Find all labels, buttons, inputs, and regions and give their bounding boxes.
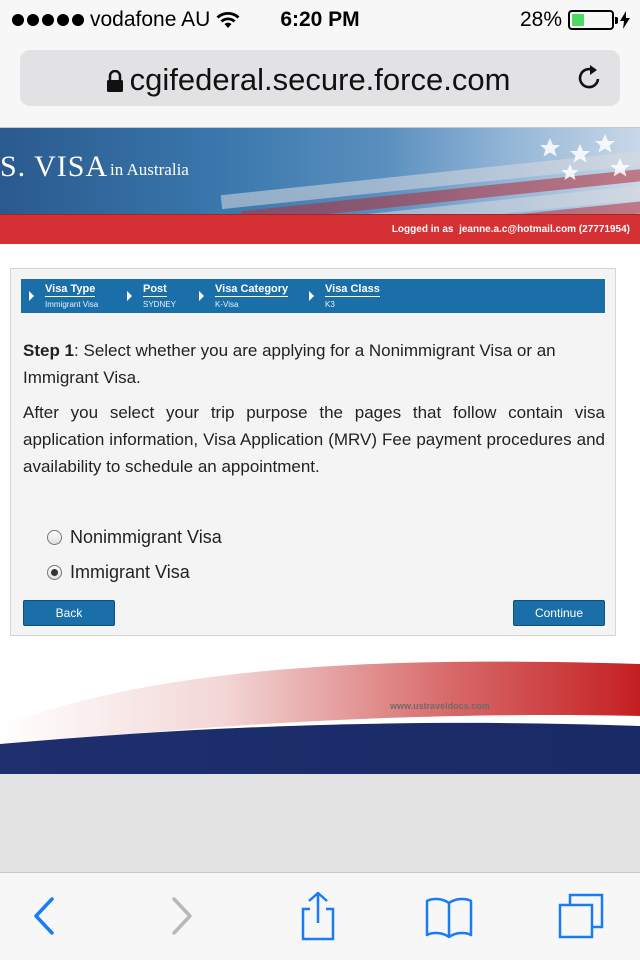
tabs-icon[interactable]: [556, 891, 606, 941]
step-value: Immigrant Visa: [45, 300, 99, 309]
step-label: Visa Type: [45, 283, 96, 295]
status-bar: [0, 0, 640, 40]
option-immigrant-visa[interactable]: [47, 562, 190, 583]
url-field[interactable]: [20, 50, 620, 106]
step-value: SYDNEY: [143, 300, 176, 309]
flag-stars-image: [420, 130, 640, 200]
step-value: K-Visa: [215, 300, 239, 309]
main-content: [0, 244, 640, 656]
forward-arrow-icon[interactable]: [156, 891, 206, 941]
nonimmigrant-visa-radio[interactable]: [47, 530, 62, 545]
step-label: Post: [143, 283, 167, 295]
url-text: cgifederal.secure.force.com: [129, 62, 511, 97]
footer-url: www.ustraveldocs.com: [390, 701, 490, 711]
browser-address-bar: [0, 40, 640, 128]
chevron-right-icon: [29, 291, 34, 301]
immigrant-visa-radio[interactable]: [47, 565, 62, 580]
site-banner: [0, 128, 640, 214]
banner-title: S. VISA: [0, 150, 109, 183]
carrier-name: vodafone AU: [90, 8, 211, 31]
banner-subtitle: in Australia: [110, 160, 189, 179]
option-label: Nonimmigrant Visa: [70, 527, 222, 547]
battery-percentage: 28%: [519, 8, 562, 31]
blank-area: [0, 774, 640, 872]
site-footer: [0, 656, 640, 774]
footer-swoosh-graphic: [0, 656, 640, 774]
battery-icon: [568, 10, 614, 30]
user-status-bar: [0, 214, 640, 244]
continue-button[interactable]: Continue: [513, 600, 605, 626]
reload-icon[interactable]: [576, 64, 604, 92]
step-text: : Select whether you are applying for a Nonimmigrant Visa or an Immigrant Visa.: [23, 341, 556, 387]
step-panel: [10, 268, 616, 636]
charging-bolt-icon: [620, 11, 630, 29]
step-value: K3: [325, 300, 335, 309]
clock-time: 6:20 PM: [280, 8, 360, 31]
step-instruction: [23, 337, 605, 391]
option-nonimmigrant-visa[interactable]: [47, 527, 222, 548]
back-arrow-icon[interactable]: [20, 891, 70, 941]
chevron-right-icon: [199, 291, 204, 301]
browser-toolbar: [0, 872, 640, 960]
logged-in-info: [392, 224, 630, 235]
share-icon[interactable]: [293, 891, 343, 941]
chevron-right-icon: [127, 291, 132, 301]
step-heading: Step 1: [23, 341, 75, 360]
logged-in-label: Logged in as: [391, 224, 454, 235]
step-label: Visa Class: [325, 283, 380, 295]
step-description: After you select your trip purpose the pages that follow contain visa application information, Visa Application (MRV) Fee payment procedures and availability to schedule an appointment.: [23, 403, 605, 476]
progress-breadcrumb: [21, 279, 605, 313]
option-label: Immigrant Visa: [70, 562, 190, 582]
back-button[interactable]: Back: [23, 600, 115, 626]
chevron-right-icon: [309, 291, 314, 301]
step-label: Visa Category: [215, 283, 289, 295]
logged-in-user: jeanne.a.c@hotmail.com (27771954): [459, 224, 630, 235]
bookmarks-icon[interactable]: [424, 891, 474, 941]
